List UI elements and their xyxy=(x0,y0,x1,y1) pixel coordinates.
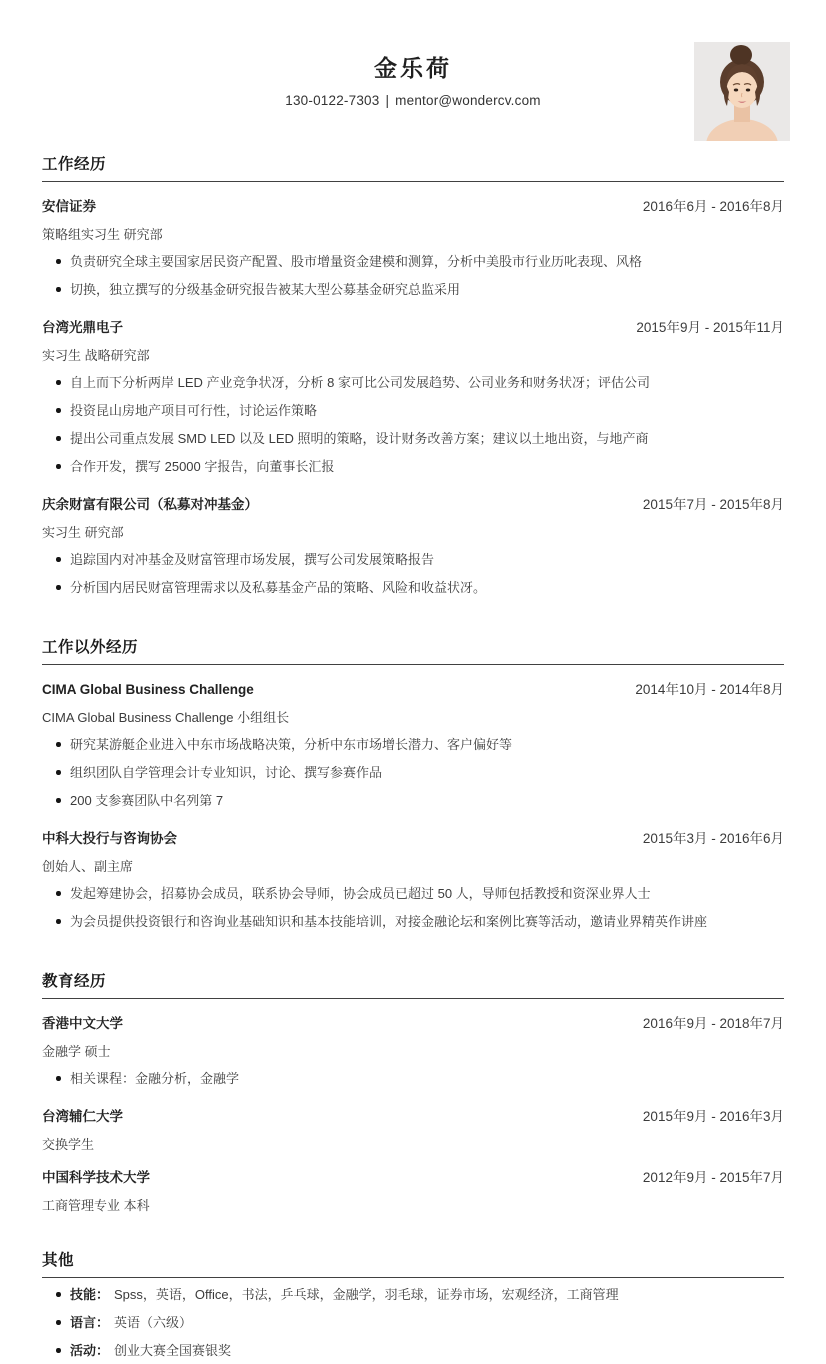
profile-photo-image xyxy=(694,42,790,141)
section-title: 教育经历 xyxy=(42,969,784,999)
entry-header xyxy=(42,1105,784,1125)
entry-org: 台湾辅仁大学 xyxy=(42,1108,123,1124)
entry-org: 台湾光鼎电子 xyxy=(42,319,123,335)
section-work-experience xyxy=(42,152,784,601)
entry-org: 庆余财富有限公司（私募对冲基金） xyxy=(42,496,258,512)
entry-header xyxy=(42,493,784,513)
other-list xyxy=(42,1280,784,1364)
education-entry xyxy=(42,1105,784,1153)
other-item-language xyxy=(42,1308,784,1336)
education-entry xyxy=(42,1012,784,1092)
entry-bullet: 组织团队自学管理会计专业知识，讨论、撰写参赛作品 xyxy=(42,758,784,786)
entry-org: CIMA Global Business Challenge xyxy=(42,681,254,697)
entry-role: 金融学 硕士 xyxy=(42,1043,111,1059)
entry-bullet: 负责研究全球主要国家居民资产配置、股市增量资金建模和测算，分析中美股市行业历叱表现、风格 xyxy=(42,247,784,275)
section-title: 其他 xyxy=(42,1248,784,1278)
other-item-text: Spss，英语，Office，书法，乒乓球，金融学，羽毛球，证券市场，宏观经济，工商管理 xyxy=(114,1286,619,1302)
other-item-text: 英语（六级） xyxy=(114,1314,193,1330)
candidate-name: 金乐荷 xyxy=(374,55,452,81)
entry-org: 香港中文大学 xyxy=(42,1015,123,1031)
section-extracurricular xyxy=(42,635,784,935)
entry-role: 交换学生 xyxy=(42,1136,95,1152)
experience-entry xyxy=(42,195,784,303)
email-address: mentor@wondercv.com xyxy=(395,92,541,108)
entry-bullets xyxy=(42,368,784,480)
entry-role: CIMA Global Business Challenge 小组组长 xyxy=(42,709,290,725)
other-item-label: 语言： xyxy=(70,1314,110,1330)
entry-bullet: 合作开发，撰写 25000 字报告，向董事长汇报 xyxy=(42,452,784,480)
entry-header xyxy=(42,1012,784,1032)
entry-bullet: 发起筹建协会，招募协会成员，联系协会导师，协会成员已超过 50 人，导师包括教授和资深业界人士 xyxy=(42,879,784,907)
phone-number: 130-0122-7303 xyxy=(285,92,380,108)
entry-dates: 2015年9月 - 2016年3月 xyxy=(642,1108,784,1124)
section-education xyxy=(42,969,784,1214)
other-item-skills xyxy=(42,1280,784,1308)
entry-bullets xyxy=(42,1064,784,1092)
education-entry xyxy=(42,1166,784,1214)
entry-header xyxy=(42,678,784,698)
entry-role: 策略组实习生 研究部 xyxy=(42,226,163,242)
entry-header xyxy=(42,827,784,847)
profile-photo xyxy=(694,42,790,141)
entry-dates: 2015年3月 - 2016年6月 xyxy=(642,830,784,846)
entry-org: 安信证券 xyxy=(42,198,96,214)
entry-bullet: 200 支参赛团队中名列第 7 xyxy=(42,786,784,814)
contact-info xyxy=(42,93,784,108)
other-item-label: 技能： xyxy=(70,1286,110,1302)
entry-org: 中国科学技术大学 xyxy=(42,1169,150,1185)
other-item-activity xyxy=(42,1336,784,1364)
experience-entry xyxy=(42,678,784,814)
entry-dates: 2015年7月 - 2015年8月 xyxy=(642,496,784,512)
entry-bullet: 研究某游艇企业进入中东市场战略决策，分析中东市场增长潜力、客户偏好等 xyxy=(42,730,784,758)
entry-header xyxy=(42,195,784,215)
experience-entry xyxy=(42,316,784,480)
entry-bullet: 自上而下分析两岸 LED 产业竞争状冴，分析 8 家可比公司发展趋势、公司业务和财务状冴；评估公司 xyxy=(42,368,784,396)
entry-bullet: 分析国内居民财富管理需求以及私募基金产品的策略、风险和收益状冴。 xyxy=(42,573,784,601)
entry-bullet: 相关课程：金融分析，金融学 xyxy=(42,1064,784,1092)
entry-bullet: 切换，独立撰写的分级基金研究报告被某大型公募基金研究总监采用 xyxy=(42,275,784,303)
entry-bullets xyxy=(42,247,784,303)
entry-dates: 2015年9月 - 2015年11月 xyxy=(636,319,784,335)
resume-header xyxy=(42,54,784,108)
entry-dates: 2014年10月 - 2014年8月 xyxy=(635,681,784,697)
entry-bullets xyxy=(42,730,784,814)
contact-separator: | xyxy=(385,92,390,108)
entry-dates: 2012年9月 - 2015年7月 xyxy=(642,1169,784,1185)
entry-bullet: 投资昆山房地产项目可行性，讨论运作策略 xyxy=(42,396,784,424)
other-item-text: 创业大赛全国赛银奖 xyxy=(114,1342,232,1358)
section-other xyxy=(42,1248,784,1364)
experience-entry xyxy=(42,493,784,601)
section-title: 工作经历 xyxy=(42,152,784,182)
entry-dates: 2016年6月 - 2016年8月 xyxy=(642,198,784,214)
experience-entry xyxy=(42,827,784,935)
entry-header xyxy=(42,316,784,336)
entry-bullet: 追踪国内对冲基金及财富管理市场发展，撰写公司发展策略报告 xyxy=(42,545,784,573)
entry-bullets xyxy=(42,545,784,601)
entry-bullets xyxy=(42,879,784,935)
entry-dates: 2016年9月 - 2018年7月 xyxy=(642,1015,784,1031)
entry-bullet: 提出公司重点发展 SMD LED 以及 LED 照明的策略，设计财务改善方案；建议以土地出资，与地产商 xyxy=(42,424,784,452)
entry-org: 中科大投行与咨询协会 xyxy=(42,830,177,846)
entry-role: 实习生 研究部 xyxy=(42,524,124,540)
other-item-label: 活动： xyxy=(70,1342,110,1358)
entry-role: 实习生 战略研究部 xyxy=(42,347,150,363)
entry-role: 工商管理专业 本科 xyxy=(42,1197,150,1213)
entry-bullet: 为会员提供投资银行和咨询业基础知识和基本技能培训，对接金融论坛和案例比赛等活动，邀请业界精英作讲座 xyxy=(42,907,784,935)
entry-role: 创始人、副主席 xyxy=(42,858,134,874)
section-title: 工作以外经历 xyxy=(42,635,784,665)
